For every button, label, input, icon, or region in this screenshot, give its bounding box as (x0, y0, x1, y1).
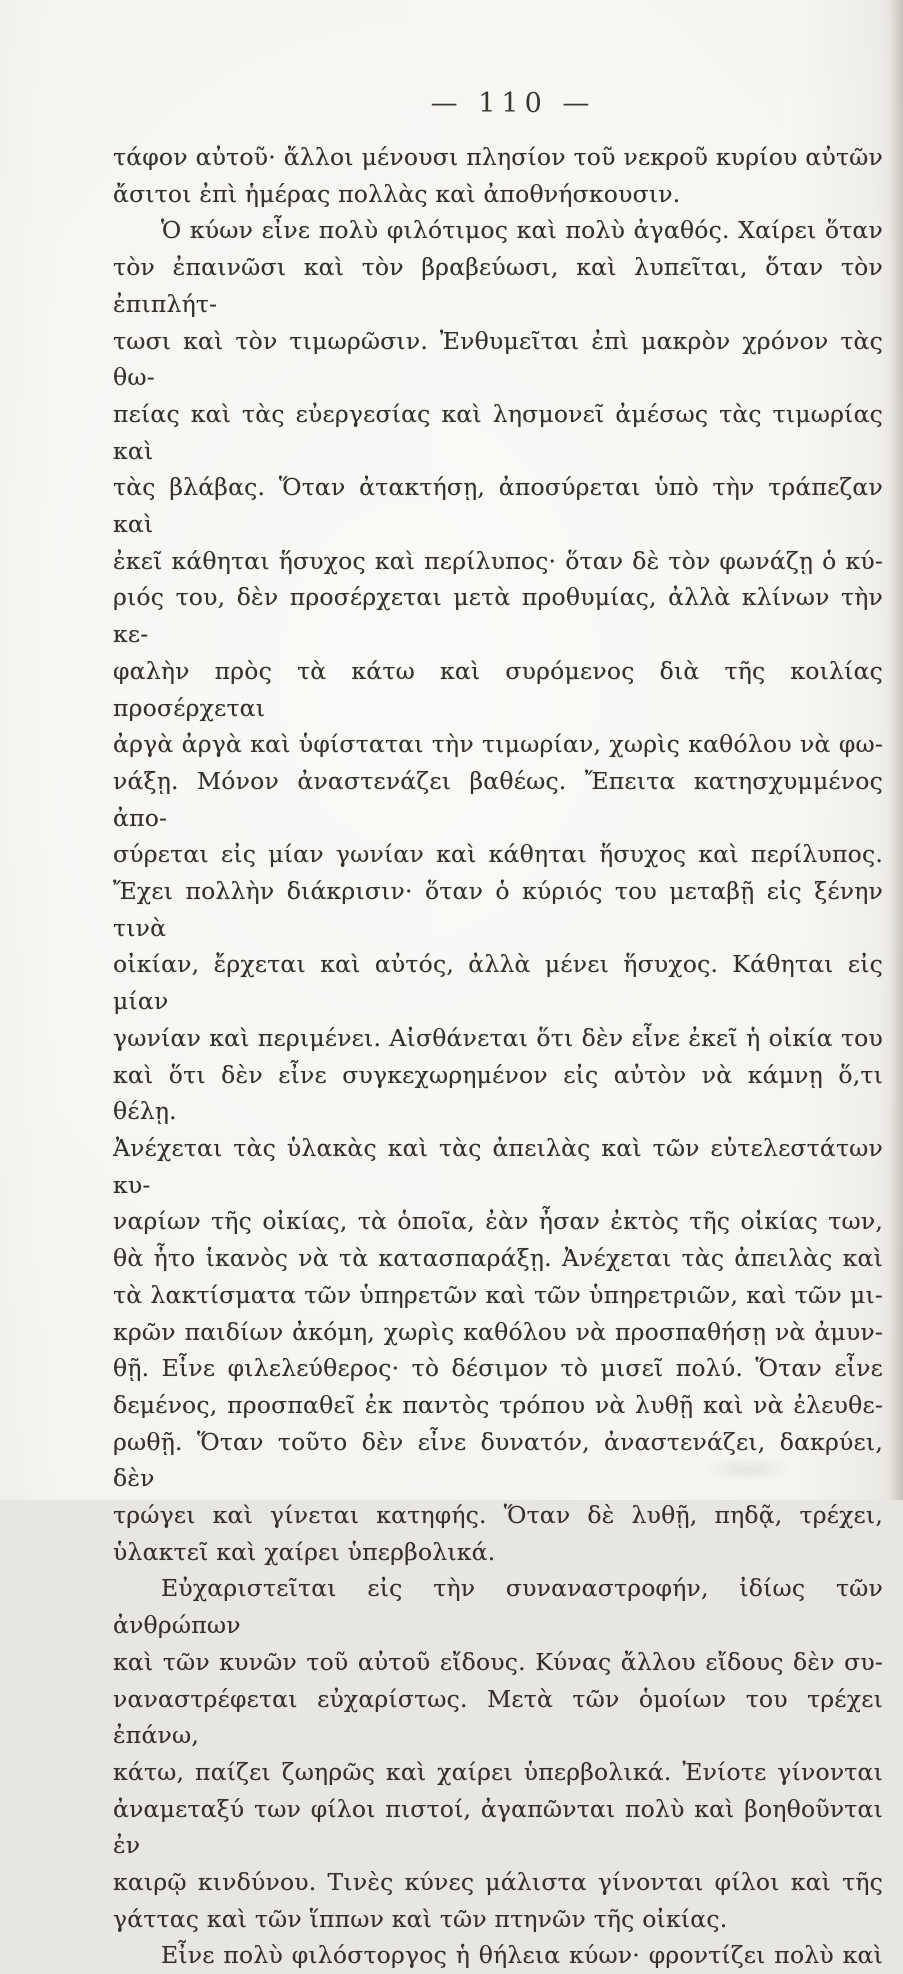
text-line: καιρῷ κινδύνου. Τινὲς κύνες μάλιστα γίνονται φίλοι καὶ τῆς (113, 1868, 883, 1897)
text-line: ναρίων τῆς οἰκίας, τὰ ὁποῖα, ἐὰν ἦσαν ἐκτὸς τῆς οἰκίας των, (113, 1207, 883, 1236)
text-line: τὰ λακτίσματα τῶν ὑπηρετῶν καὶ τῶν ὑπηρετριῶν, καὶ τῶν μι- (113, 1280, 883, 1309)
text-line: θὰ ἦτο ἱκανὸς νὰ τὰ κατασπαράξῃ. Ἀνέχεται τὰς ἀπειλὰς καὶ (113, 1244, 883, 1273)
text-line: Ὁ κύων εἶνε πολὺ φιλότιμος καὶ πολὺ ἀγαθός. Χαίρει ὅταν (161, 216, 883, 245)
page-edge-shadow (889, 0, 903, 1500)
text-line: ὑλακτεῖ καὶ χαίρει ὑπερβολικά. (113, 1537, 496, 1566)
text-line: γάττας καὶ τῶν ἵππων καὶ τῶν πτηνῶν τῆς οἰκίας. (113, 1904, 728, 1933)
paragraph (113, 139, 883, 212)
text-line: τὸν ἐπαινῶσι καὶ τὸν βραβεύωσι, καὶ λυπεῖται, ὅταν τὸν ἐπιπλήτ- (113, 253, 883, 318)
text-line: ἀργὰ ἀργὰ καὶ ὑφίσταται τὴν τιμωρίαν, χωρὶς καθόλου νὰ φω- (113, 730, 883, 759)
text-line: Ἀνέχεται τὰς ὑλακὰς καὶ τὰς ἀπειλὰς καὶ τῶν εὐτελεστάτων κυ- (113, 1133, 883, 1199)
text-line: καὶ τῶν κυνῶν τοῦ αὐτοῦ εἴδους. Κύνας ἄλλου εἴδους δὲν συ- (113, 1647, 883, 1676)
text-line: τρώγει καὶ γίνεται κατηφής. Ὅταν δὲ λυθῇ, πηδᾷ, τρέχει, (113, 1501, 883, 1530)
text-line: ναναστρέφεται εὐχαρίστως. Μετὰ τῶν ὁμοίων του τρέχει ἐπάνω, (113, 1684, 883, 1750)
text-line: κρῶν παιδίων ἀκόμη, χωρὶς καθόλου νὰ προσπαθήσῃ νὰ ἀμυν- (113, 1317, 883, 1346)
text-line: τὰς βλάβας. Ὅταν ἀτακτήσῃ, ἀποσύρεται ὑπὸ τὴν τράπεζαν καὶ (113, 473, 883, 539)
paragraph (113, 1937, 883, 1974)
text-line: νάξῃ. Μόνον ἀναστενάζει βαθέως. Ἔπειτα κατησχυμμένος ἀπο- (113, 766, 883, 832)
text-line: καὶ ὅτι δὲν εἶνε συγκεχωρημένον εἰς αὐτὸν νὰ κάμνῃ ὅ,τι θέλῃ. (113, 1060, 883, 1126)
text-line: δεμένος, προσπαθεῖ ἐκ παντὸς τρόπου νὰ λυθῇ καὶ νὰ ἐλευθε- (113, 1390, 883, 1419)
text-line: φαλὴν πρὸς τὰ κάτω καὶ συρόμενος διὰ τῆς κοιλίας προσέρχεται (113, 656, 883, 722)
text-line: σύρεται εἰς μίαν γωνίαν καὶ κάθηται ἥσυχος καὶ περίλυπος. (113, 840, 883, 869)
text-line: οἰκίαν, ἔρχεται καὶ αὐτός, ἀλλὰ μένει ἥσυχος. Κάθηται εἰς μίαν (113, 950, 883, 1016)
text-line: ρωθῇ. Ὅταν τοῦτο δὲν εἶνε δυνατόν, ἀναστενάζει, δακρύει, δὲν (113, 1427, 883, 1493)
paragraph (113, 212, 883, 1570)
text-line: γωνίαν καὶ περιμένει. Αἰσθάνεται ὅτι δὲν εἶνε ἐκεῖ ἡ οἰκία του (113, 1023, 883, 1052)
text-line: θῇ. Εἶνε φιλελεύθερος· τὸ δέσιμον τὸ μισεῖ πολύ. Ὅταν εἶνε (113, 1354, 883, 1383)
text-line: ἀναμεταξύ των φίλοι πιστοί, ἀγαπῶνται πολὺ καὶ βοηθοῦνται ἐν (113, 1794, 883, 1860)
text-line: Εἶνε πολὺ φιλόστοργος ἡ θήλεια κύων· φροντίζει πολὺ καὶ (161, 1941, 883, 1970)
text-line: κάτω, παίζει ζωηρῶς καὶ χαίρει ὑπερβολικά. Ἐνίοτε γίνονται (113, 1757, 883, 1786)
paragraph (113, 1570, 883, 1937)
text-line: ἐκεῖ κάθηται ἥσυχος καὶ περίλυπος· ὅταν δὲ τὸν φωνάζῃ ὁ κύ- (113, 546, 883, 575)
text-line: Ἔχει πολλὴν διάκρισιν· ὅταν ὁ κύριός του μεταβῇ εἰς ξένην τινὰ (113, 877, 883, 942)
text-line: ἄσιτοι ἐπὶ ἡμέρας πολλὰς καὶ ἀποθνήσκουσιν. (113, 179, 681, 208)
body-text (113, 139, 883, 1974)
text-line: πείας καὶ τὰς εὐεργεσίας καὶ λησμονεῖ ἀμέσως τὰς τιμωρίας καὶ (113, 399, 883, 465)
text-line: τάφον αὐτοῦ· ἄλλοι μένουσι πλησίον τοῦ νεκροῦ κυρίου αὐτῶν (113, 143, 883, 171)
text-line: Εὐχαριστεῖται εἰς τὴν συναναστροφήν, ἰδίως τῶν ἀνθρώπων (113, 1574, 883, 1640)
text-line: τωσι καὶ τὸν τιμωρῶσιν. Ἐνθυμεῖται ἐπὶ μακρὸν χρόνον τὰς θω- (113, 326, 883, 392)
page-number: — 110 — (430, 88, 596, 119)
text-line: ριός του, δὲν προσέρχεται μετὰ προθυμίας, ἀλλὰ κλίνων τὴν κε- (113, 583, 883, 649)
